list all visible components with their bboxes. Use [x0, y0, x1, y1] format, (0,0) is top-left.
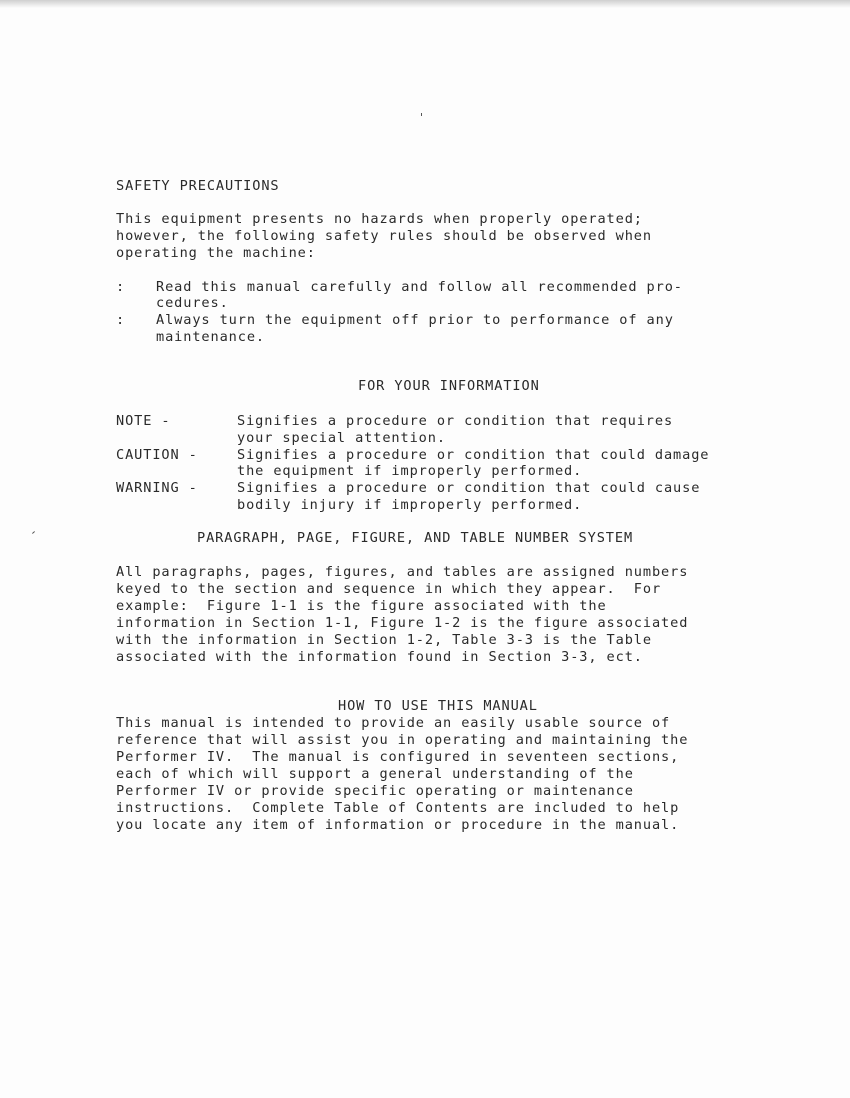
howto-line: Performer IV. The manual is configured in seventeen sections,	[116, 749, 680, 765]
bullet-marker: :	[116, 279, 126, 295]
howto-line: instructions. Complete Table of Contents are included to help	[116, 800, 680, 816]
info-title: FOR YOUR INFORMATION	[358, 378, 540, 394]
numbering-line: keyed to the section and sequence in which they appear. For	[116, 581, 662, 597]
scan-speck	[32, 531, 35, 534]
safety-intro-line: however, the following safety rules should be observed when	[116, 228, 652, 244]
numbering-title: PARAGRAPH, PAGE, FIGURE, AND TABLE NUMBER SYSTEM	[197, 530, 634, 546]
scan-edge-shadow	[0, 0, 850, 8]
howto-line: Performer IV or provide specific operating or maintenance	[116, 783, 634, 799]
term-definition-line: Signifies a procedure or condition that could cause	[237, 480, 701, 496]
term-definition-line: your special attention.	[237, 430, 446, 446]
howto-line: This manual is intended to provide an easily usable source of	[116, 715, 671, 731]
numbering-line: with the information in Section 1-2, Table 3-3 is the Table	[116, 632, 652, 648]
safety-title: SAFETY PRECAUTIONS	[116, 178, 280, 194]
term-warning: WARNING -	[116, 480, 198, 496]
safety-rule-line: Always turn the equipment off prior to performance of any	[156, 312, 674, 328]
scan-speck	[421, 113, 422, 116]
numbering-line: information in Section 1-1, Figure 1-2 is the figure associated	[116, 615, 689, 631]
term-definition-line: Signifies a procedure or condition that requires	[237, 413, 674, 429]
safety-rule-line: maintenance.	[156, 329, 266, 345]
safety-intro-line: This equipment presents no hazards when properly operated;	[116, 211, 643, 227]
howto-title: HOW TO USE THIS MANUAL	[338, 698, 538, 714]
term-note: NOTE -	[116, 413, 171, 429]
term-definition-line: the equipment if improperly performed.	[237, 463, 583, 479]
term-caution: CAUTION -	[116, 447, 198, 463]
bullet-marker: :	[116, 312, 126, 328]
term-definition-line: Signifies a procedure or condition that could damage	[237, 447, 710, 463]
safety-intro-line: operating the machine:	[116, 245, 316, 261]
numbering-line: example: Figure 1-1 is the figure associated with the	[116, 598, 607, 614]
term-definition-line: bodily injury if improperly performed.	[237, 497, 583, 513]
numbering-line: associated with the information found in Section 3-3, ect.	[116, 649, 643, 665]
safety-rule-line: cedures.	[156, 295, 229, 311]
howto-line: each of which will support a general understanding of the	[116, 766, 634, 782]
howto-line: you locate any item of information or procedure in the manual.	[116, 817, 680, 833]
safety-rule-line: Read this manual carefully and follow all recommended pro-	[156, 279, 683, 295]
howto-line: reference that will assist you in operating and maintaining the	[116, 732, 689, 748]
numbering-line: All paragraphs, pages, figures, and tables are assigned numbers	[116, 564, 689, 580]
